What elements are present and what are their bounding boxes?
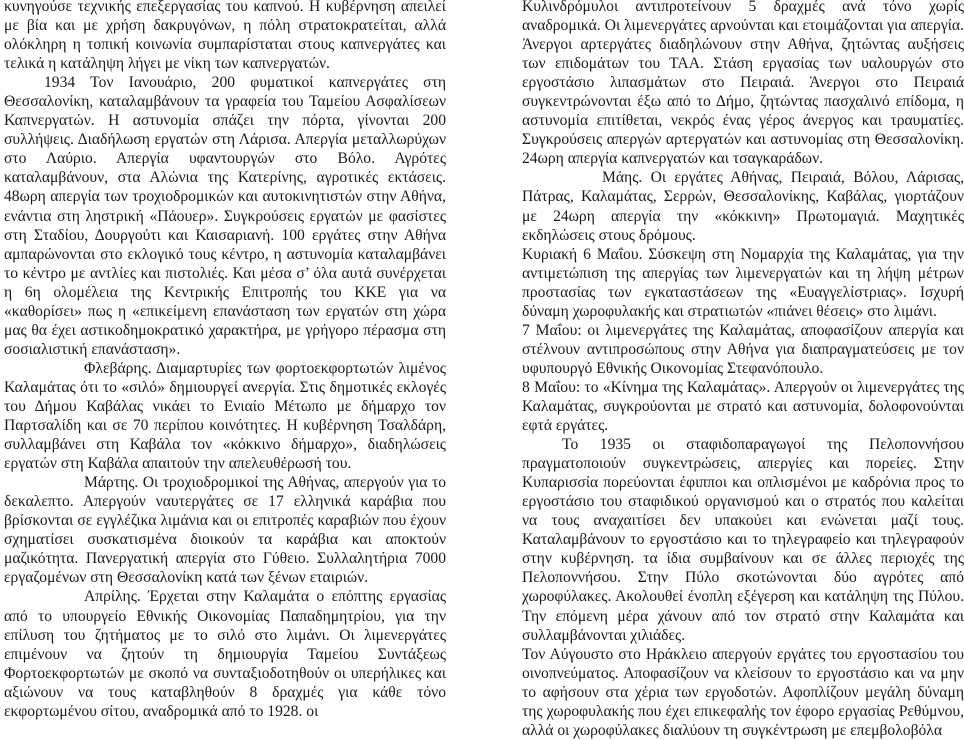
paragraph-left-3: Φλεβάρης. Διαμαρτυρίες των φορτοεκφορτωτών λιμένος Καλαμάτας ότι το «σιλό» δημιουργεί ανεργία. Στις δημοτικές εκλογές του Δήμου Καβάλας νικάει το Ενιαίο Μέτωπο με δήμαρχο τον Παρτσαλίδη και σε 70 περίπου κοινότητες. Η κυβέρνηση Τσαλδάρη, συλλαμβάνει στη Καβάλα τον «κόκκινο δήμαρχο», διαδηλώσεις εργατών στη Καβάλα απαιτούν την απελευθέρωσή του. (4, 359, 446, 473)
left-column (4, 0, 446, 721)
right-column (522, 0, 964, 740)
paragraph-right-3: Κυριακή 6 Μαΐου. Σύσκεψη στη Νομαρχία της Καλαμάτας, για την αντιμετώπιση της απεργίας των λιμενεργατών και τη λήψη μέτρων προστασίας των εγκαταστάσεων της «Ευαγγελίστριας». Ισχυρή δύναμη χωροφυλακής και στρατιωτών «πιάνει θέσεις» στο λιμάνι. (522, 245, 964, 320)
paragraph-right-5: 8 Μαΐου: το «Κίνημα της Καλαμάτας». Απεργούν οι λιμενεργάτες της Καλαμάτας, συγκρούονται με στρατό και αστυνομία, δολοφονούνται εφτά εργάτες. (522, 378, 964, 435)
paragraph-left-2: 1934 Τον Ιανουάριο, 200 φυματικοί καπνεργάτες στη Θεσσαλονίκη, καταλαμβάνουν τα γραφεία του Ταμείου Ασφαλίσεων Καπνεργατών. Η αστυνομία σπάζει την πόρτα, γίνονται 200 συλλήψεις. Διαδήλωση εργατών στη Λάρισα. Απεργία μεταλλωρύχων στο Λαύριο. Απεργία υφαντουργών στο Βόλο. Αγρότες καταλαμβάνουν, στα Αλώνια της Κατερίνης, αγροτικές εκτάσεις. 48ωρη απεργία των τροχιοδρομικών και αυτοκινητιστών στην Αθήνα, ενάντια στη ληστρική «Πάουερ». Συγκρούσεις εργατών με φασίστες στη Σταδίου, Δουργούτι και Καισαριανή. 100 εργάτες στην Αθήνα αμπαρώνονται στο εκλογικό τους κέντρο, η αστυνομία καταλαμβάνει το κέντρο με αντλίες και πιστολιές. Και μέσα σ’ όλα αυτά συνέρχεται η 6η ολομέλεια της Κεντρικής Επιτροπής του ΚΚΕ για να «καθορίσει» πως η «επικείμενη επανάσταση των εργατών στη χώρα μας θα έχει αστικοδημοκρατικό χαρακτήρα, με γρήγορο πέρασμα στη σοσιαλιστική επανάσταση». (4, 74, 446, 358)
paragraph-right-6: Το 1935 οι σταφιδοπαραγωγοί της Πελοποννήσου πραγματοποιούν συγκεντρώσεις, απεργίες και πορείες. Στην Κυπαρισσία πορεύονται έφιπποι και οπλισμένοι με καδρόνια προς το εργοστάσιο του σταφιδικού οργανισμού και ο στρατός που καλείται να τους αναχαιτίσει δεν υπακούει και ενώνεται μαζί τους. Καταλαμβάνουν το εργοστάσιο και το τηλεγραφείο και τηλεγραφούν στην κυβέρνηση. τα ίδια συμβαίνουν και σε άλλες περιοχές της Πελοποννήσου. Στην Πύλο σκοτώνονται δύο αγρότες από χωροφύλακες. Ακολουθεί ένοπλη εξέγερση και κατάληψη της Πύλου. Την επόμενη μέρα χάνουν από τον στρατό στην Καλαμάτα και συλλαμβάνονται χιλιάδες. (522, 436, 964, 644)
paragraph-right-2: Μάης. Οι εργάτες Αθήνας, Πειραιά, Βόλου, Λάρισας, Πάτρας, Καλαμάτας, Σερρών, Θεσσαλονίκης, Καβάλας, γιορτάζουν με 24ωρη απεργία την «κόκκινη» Πρωτομαγιά. Μαχητικές εκδηλώσεις στους δρόμους. (522, 169, 964, 244)
paragraph-right-7: Τον Αύγουστο στο Ηράκλειο απεργούν εργάτες του εργοστασίου του οινοπνεύματος. Αποφασίζουν να κλείσουν το εργοστάσιο και να μην το αφήσουν στα χέρια των εργοδοτών. Αφοπλίζουν μεγάλη δύναμη της χωροφυλακής που έχει επικεφαλής τον έφορο εργασίας Ρεθύμνου, αλλά οι χωροφύλακες διαλύουν τη συγκέντρωση με επεμβολοβόλα (522, 645, 964, 739)
paragraph-left-4: Μάρτης. Οι τροχιοδρομικοί της Αθήνας, απεργούν για το δεκαλεπτο. Απεργούν ναυτεργάτες σε 17 ελληνικά καράβια που βρίσκονται σε εγγλέζικα λιμάνια και οι επιτροπές καραβιών που έχουν σχηματίσει συσκατισμένα διοικούν τα καράβια και αποκτούν μαζικότητα. Πανεργατική απεργία στο Γύθειο. Συλλαλητήρια 7000 εργαζομένων στη Θεσσαλονίκη κατά των ξένων εταιριών. (4, 474, 446, 587)
paragraph-right-4: 7 Μαΐου: οι λιμενεργάτες της Καλαμάτας, αποφασίζουν απεργία και στέλνουν αντιπροσώπους στην Αθήνα για διαπραγματεύσεις με τον υφυπουργό Εθνικής Οικονομίας Στεφανόπουλο. (522, 321, 964, 377)
paragraph-left-5: Απρίλης. Έρχεται στην Καλαμάτα ο επόπτης εργασίας από το υπουργείο Εθνικής Οικονομίας Παπαδημητρίου, για την επίλυση του ζητήματος με το σιλό στο λιμάνι. Οι λιμενεργάτες επιμένουν να ζητούν τη δημιουργία Ταμείου Συντάξεως Φορτοεκφορτωτών με σκοπό να συνταξιοδοτηθούν οι υπερήλικες και αξιώνουν να τους καταβληθούν 8 δραχμές για κάθε τόνο εκφορτωμένου σίτου, αναδρομικά από το 1928. οι (4, 588, 446, 720)
paragraph-left-1: κυνηγούσε τεχνικής επεξεργασίας του καπνού. Η κυβέρνηση απειλεί με βία και με χρήση δακρυγόνων, η πόλη στρατοκρατείται, αλλά ολόκληρη η τοπική κοινωνία συμπαρίσταται στους καπνεργάτες και τελικά η κατάληψη λήγει με νίκη των καπνεργατών. (4, 0, 446, 73)
paragraph-right-1: Κυλινδρόμυλοι αντιπροτείνουν 5 δραχμές ανά τόνο χωρίς αναδρομικά. Οι λιμενεργάτες αρνούνται και ετοιμάζονται για απεργία. Άνεργοι αρτεργάτες διαδηλώνουν στην Αθήνα, ζητώντας αυξήσεις των επιδομάτων του ΤΑΑ. Στάση εργασίας των υαλουργών στο εργοστάσιο λιπασμάτων στο Πειραιά. Άνεργοι στο Πειραιά συγκεντρώνονται έξω από το Δήμο, ζητώντας πασχαλινό επίδομα, η αστυνομία επιτίθεται, νεκρός ένας γέρος άνεργος και τραυματίες. Συγκρούσεις απεργών αρτεργατών και αστυνομίας στη Θεσσαλονίκη. 24ωρη απεργία καπνεργατών και τσαγκαράδων. (522, 0, 964, 168)
